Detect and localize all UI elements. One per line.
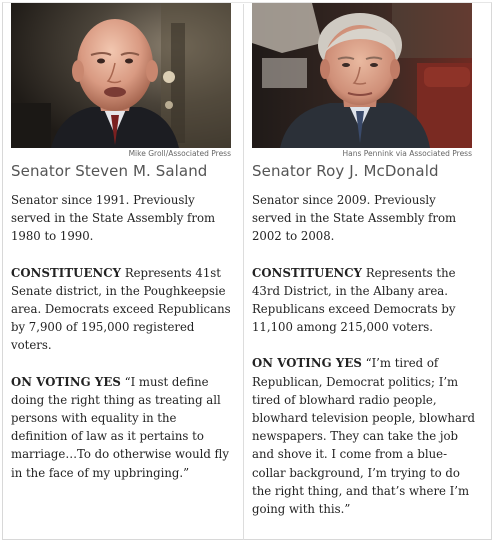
constituency-label: CONSTITUENCY: [252, 265, 363, 280]
photo-credit: Mike Groll/Associated Press: [128, 149, 231, 158]
tenure-text: Senator since 2009. Previously served in the State Assembly from 2002 to 2008.: [252, 193, 457, 244]
voting-paragraph: [11, 373, 234, 482]
voting-label: ON VOTING YES: [252, 356, 362, 371]
voting-quote: “I must define doing the right thing as treating all persons with equality in the definition of law as it pertains to marriage…To do otherwise would fly in the face of my upbringing.”: [11, 374, 229, 480]
column-divider: [243, 4, 244, 540]
constituency-text: Represents 41st Senate district, in the Poughkeepsie area. Democrats exceed Republicans by 7,900 of 195,000 registered voters.: [11, 265, 231, 353]
senator-photo-mcdonald: [252, 3, 472, 148]
senator-bio: [252, 191, 476, 518]
senator-bio: [11, 191, 234, 482]
photo-credit: Hans Pennink via Associated Press: [342, 149, 472, 158]
senator-name: Senator Roy J. McDonald: [252, 162, 439, 180]
voting-label: ON VOTING YES: [11, 374, 121, 389]
voting-paragraph: [252, 354, 476, 518]
senator-name: Senator Steven M. Saland: [11, 162, 208, 180]
senator-card-saland: [11, 3, 234, 500]
tenure-text: Senator since 1991. Previously served in the State Assembly from 1980 to 1990.: [11, 193, 216, 244]
constituency-paragraph: [252, 264, 476, 337]
voting-quote: “I’m tired of Republican, Democrat politics; I’m tired of blowhard radio people, blowhard television people, blowhard newspapers. They can take the job and shove it. I come from a blue-collar background, I’m trying to do the right thing, and that’s where I’m going with this.”: [252, 356, 475, 517]
constituency-label: CONSTITUENCY: [11, 265, 122, 280]
constituency-paragraph: [11, 264, 234, 355]
constituency-text: Represents the 43rd District, in the Albany area. Republicans exceed Democrats by 11,100 among 215,000 voters.: [252, 265, 456, 335]
senator-photo-saland: [11, 3, 231, 148]
senator-card-mcdonald: [252, 3, 476, 536]
